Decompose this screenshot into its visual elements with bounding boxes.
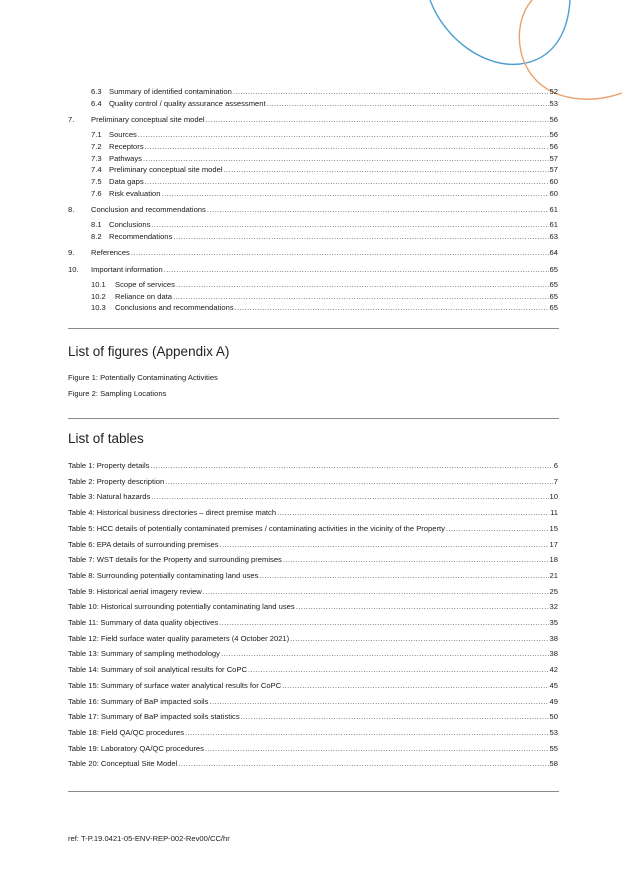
- table-entry[interactable]: [68, 537, 558, 553]
- dot-leader: [296, 599, 549, 615]
- dot-leader: [224, 164, 549, 176]
- table-page-number: 17: [549, 539, 558, 549]
- footer-reference: ref: T-P.19.0421-05-ENV-REP-002-Rev00/CC/hr: [68, 834, 230, 843]
- table-entry[interactable]: [68, 552, 558, 568]
- toc-subsection-entry[interactable]: [68, 86, 558, 98]
- table-entry[interactable]: [68, 678, 558, 694]
- toc-subsection-entry[interactable]: [68, 129, 558, 141]
- dot-leader: [131, 247, 549, 259]
- toc-number: 6.4: [91, 98, 102, 108]
- table-page-number: 6: [553, 461, 558, 470]
- toc-section-entry[interactable]: [68, 247, 558, 259]
- dot-leader: [164, 264, 549, 276]
- toc-page-number: 63: [549, 231, 558, 241]
- toc-title: Preliminary conceptual site model: [109, 165, 223, 175]
- table-entry[interactable]: [68, 709, 558, 725]
- toc-title: Data gaps: [109, 176, 144, 186]
- figure-entry[interactable]: Figure 2: Sampling Locations: [68, 388, 167, 398]
- toc-title: Sources: [109, 130, 137, 140]
- table-title: Table 2: Property description: [68, 476, 165, 486]
- toc-page-number: 52: [549, 87, 558, 96]
- table-title: Table 7: WST details for the Property and surrounding premises: [68, 555, 282, 565]
- toc-title: Quality control / quality assurance assessment: [109, 98, 266, 108]
- table-page-number: 21: [549, 570, 558, 580]
- toc-subsection-entry[interactable]: [68, 279, 558, 291]
- toc-title: Important information: [91, 265, 163, 275]
- table-title: Table 9: Historical aerial imagery review: [68, 586, 202, 596]
- table-page-number: 49: [549, 696, 558, 706]
- dot-leader: [219, 615, 548, 631]
- table-title: Table 16: Summary of BaP impacted soils: [68, 696, 209, 706]
- toc-page-number: 64: [549, 248, 558, 258]
- table-title: Table 1: Property details: [68, 461, 150, 470]
- toc-subsection-entry[interactable]: [68, 302, 558, 314]
- toc-number: 10.: [68, 265, 79, 275]
- table-list: [68, 458, 558, 772]
- table-page-number: 10: [549, 492, 558, 502]
- table-page-number: 32: [549, 602, 558, 612]
- table-title: Table 6: EPA details of surrounding premises: [68, 539, 219, 549]
- blue-arc: [430, 0, 570, 64]
- dot-leader: [241, 709, 549, 725]
- section-divider: [68, 791, 559, 792]
- dot-leader: [173, 291, 549, 303]
- dot-leader: [185, 725, 548, 741]
- toc-subsection-entry[interactable]: [68, 176, 558, 188]
- table-title: Table 13: Summary of sampling methodology: [68, 649, 220, 659]
- toc-subsection-entry[interactable]: [68, 231, 558, 243]
- figure-entry[interactable]: Figure 1: Potentially Contaminating Activities: [68, 373, 218, 382]
- table-entry[interactable]: [68, 694, 558, 710]
- dot-leader: [290, 631, 548, 647]
- toc-page-number: 61: [549, 205, 558, 215]
- dot-leader: [207, 204, 549, 216]
- toc-title: Scope of services: [115, 279, 175, 289]
- dot-leader: [221, 646, 549, 662]
- toc-number: 7.4: [91, 165, 102, 175]
- toc-page-number: 56: [549, 141, 558, 151]
- table-entry[interactable]: [68, 505, 558, 521]
- table-page-number: 38: [549, 633, 558, 643]
- toc-page-number: 57: [549, 153, 558, 163]
- dot-leader: [220, 537, 549, 553]
- table-entry[interactable]: [68, 662, 558, 678]
- toc-page-number: 60: [549, 188, 558, 198]
- toc-page-number: 53: [549, 98, 558, 108]
- toc-number: 10.1: [91, 279, 106, 289]
- toc-page-number: 65: [549, 291, 558, 301]
- table-page-number: 25: [549, 586, 558, 596]
- toc-title: Summary of identified contamination: [109, 87, 232, 96]
- toc-number: 9.: [68, 248, 75, 258]
- toc-section-entry[interactable]: [68, 114, 558, 126]
- table-entry[interactable]: [68, 741, 558, 757]
- toc-title: Conclusions: [109, 220, 151, 230]
- dot-leader: [150, 458, 552, 474]
- table-page-number: 7: [553, 476, 558, 486]
- toc-number: 7.1: [91, 130, 102, 140]
- toc-page-number: 60: [549, 176, 558, 186]
- toc-subsection-entry[interactable]: [68, 219, 558, 231]
- table-page-number: 11: [550, 508, 558, 518]
- toc-subsection-entry[interactable]: [68, 141, 558, 153]
- table-title: Table 3: Natural hazards: [68, 492, 151, 502]
- toc-page-number: 56: [549, 130, 558, 140]
- toc-number: 10.3: [91, 303, 106, 313]
- table-title: Table 8: Surrounding potentially contaminating land uses: [68, 570, 259, 580]
- table-entry[interactable]: [68, 725, 558, 741]
- table-title: Table 18: Field QA/QC procedures: [68, 727, 185, 737]
- figure-list: [68, 370, 558, 401]
- table-page-number: 50: [549, 712, 558, 722]
- table-entry[interactable]: [68, 458, 558, 474]
- toc-section-entry[interactable]: [68, 264, 558, 276]
- table-page-number: 53: [549, 727, 558, 737]
- section-divider: [68, 418, 559, 419]
- toc-number: 8.1: [91, 220, 102, 230]
- dot-leader: [283, 552, 549, 568]
- table-title: Table 14: Summary of soil analytical results for CoPC: [68, 665, 247, 675]
- dot-leader: [235, 302, 549, 314]
- toc-section-entry[interactable]: [68, 204, 558, 216]
- section-divider: [68, 328, 559, 329]
- table-page-number: 42: [549, 665, 558, 675]
- table-title: Table 19: Laboratory QA/QC procedures: [68, 743, 204, 753]
- dot-leader: [203, 584, 549, 600]
- toc-page-number: 65: [549, 279, 558, 289]
- toc-title: Risk evaluation: [109, 188, 161, 198]
- toc-page-number: 65: [549, 303, 558, 313]
- dot-leader: [138, 129, 549, 141]
- toc-subsection-entry[interactable]: [68, 153, 558, 165]
- toc-title: References: [91, 248, 130, 258]
- table-title: Table 5: HCC details of potentially contaminated premises / contaminating activities in the vicinity of the Property: [68, 523, 445, 533]
- table-title: Table 11: Summary of data quality objectives: [68, 618, 219, 628]
- dot-leader: [151, 489, 548, 505]
- table-entry[interactable]: [68, 646, 558, 662]
- dot-leader: [259, 568, 548, 584]
- table-entry[interactable]: [68, 474, 558, 490]
- table-page-number: 45: [549, 680, 558, 690]
- toc-subsection-entry[interactable]: [68, 291, 558, 303]
- dot-leader: [282, 678, 548, 694]
- toc-title: Reliance on data: [115, 291, 172, 301]
- dot-leader: [205, 741, 549, 757]
- toc-subsection-entry[interactable]: [68, 98, 558, 110]
- toc-page-number: 65: [549, 265, 558, 275]
- table-page-number: 18: [549, 555, 558, 565]
- toc-page-number: 61: [549, 220, 558, 230]
- table-title: Table 20: Conceptual Site Model: [68, 759, 178, 769]
- toc-page-number: 56: [549, 115, 558, 125]
- table-title: Table 12: Field surface water quality parameters (4 October 2021): [68, 633, 290, 643]
- table-page-number: 38: [549, 649, 558, 659]
- orange-arc: [519, 0, 622, 99]
- table-entry[interactable]: [68, 489, 558, 505]
- dot-leader: [143, 153, 549, 165]
- toc-page-number: 57: [549, 165, 558, 175]
- table-of-contents: [68, 86, 558, 314]
- table-entry[interactable]: [68, 631, 558, 647]
- tables-heading: List of tables: [68, 431, 144, 446]
- dot-leader: [145, 176, 549, 188]
- table-entry[interactable]: [68, 756, 558, 772]
- toc-number: 7.3: [91, 153, 102, 163]
- toc-number: 8.2: [91, 231, 102, 241]
- table-title: Table 10: Historical surrounding potentially contaminating land uses: [68, 602, 295, 612]
- toc-title: Pathways: [109, 153, 142, 163]
- dot-leader: [151, 219, 548, 231]
- toc-title: Conclusion and recommendations: [91, 205, 206, 215]
- table-entry[interactable]: [68, 584, 558, 600]
- toc-title: Conclusions and recommendations: [115, 303, 234, 313]
- toc-number: 7.2: [91, 141, 102, 151]
- toc-title: Preliminary conceptual site model: [91, 115, 205, 125]
- dot-leader: [277, 505, 549, 521]
- dot-leader: [162, 188, 549, 200]
- dot-leader: [267, 98, 549, 110]
- table-entry[interactable]: [68, 615, 558, 631]
- table-page-number: 35: [549, 618, 558, 628]
- figures-heading: List of figures (Appendix A): [68, 344, 230, 359]
- toc-number: 6.3: [91, 87, 102, 96]
- toc-number: 8.: [68, 205, 75, 215]
- table-entry[interactable]: [68, 599, 558, 615]
- dot-leader: [145, 141, 549, 153]
- table-title: Table 15: Summary of surface water analytical results for CoPC: [68, 680, 282, 690]
- toc-number: 7.6: [91, 188, 102, 198]
- table-entry[interactable]: [68, 521, 558, 537]
- toc-number: 7.5: [91, 176, 102, 186]
- dot-leader: [248, 662, 549, 678]
- dot-leader: [178, 756, 548, 772]
- table-page-number: 58: [549, 759, 558, 769]
- table-entry[interactable]: [68, 568, 558, 584]
- table-page-number: 55: [549, 743, 558, 753]
- toc-subsection-entry[interactable]: [68, 188, 558, 200]
- dot-leader: [173, 231, 548, 243]
- dot-leader: [176, 279, 549, 291]
- dot-leader: [165, 474, 553, 490]
- dot-leader: [446, 521, 549, 537]
- table-page-number: 15: [549, 523, 558, 533]
- dot-leader: [233, 86, 549, 98]
- toc-number: 10.2: [91, 291, 106, 301]
- table-title: Table 4: Historical business directories – direct premise match: [68, 508, 277, 518]
- toc-number: 7.: [68, 115, 75, 125]
- toc-title: Receptors: [109, 141, 144, 151]
- toc-title: Recommendations: [109, 231, 173, 241]
- table-title: Table 17: Summary of BaP impacted soils statistics: [68, 712, 240, 722]
- toc-subsection-entry[interactable]: [68, 164, 558, 176]
- dot-leader: [209, 694, 548, 710]
- dot-leader: [206, 114, 549, 126]
